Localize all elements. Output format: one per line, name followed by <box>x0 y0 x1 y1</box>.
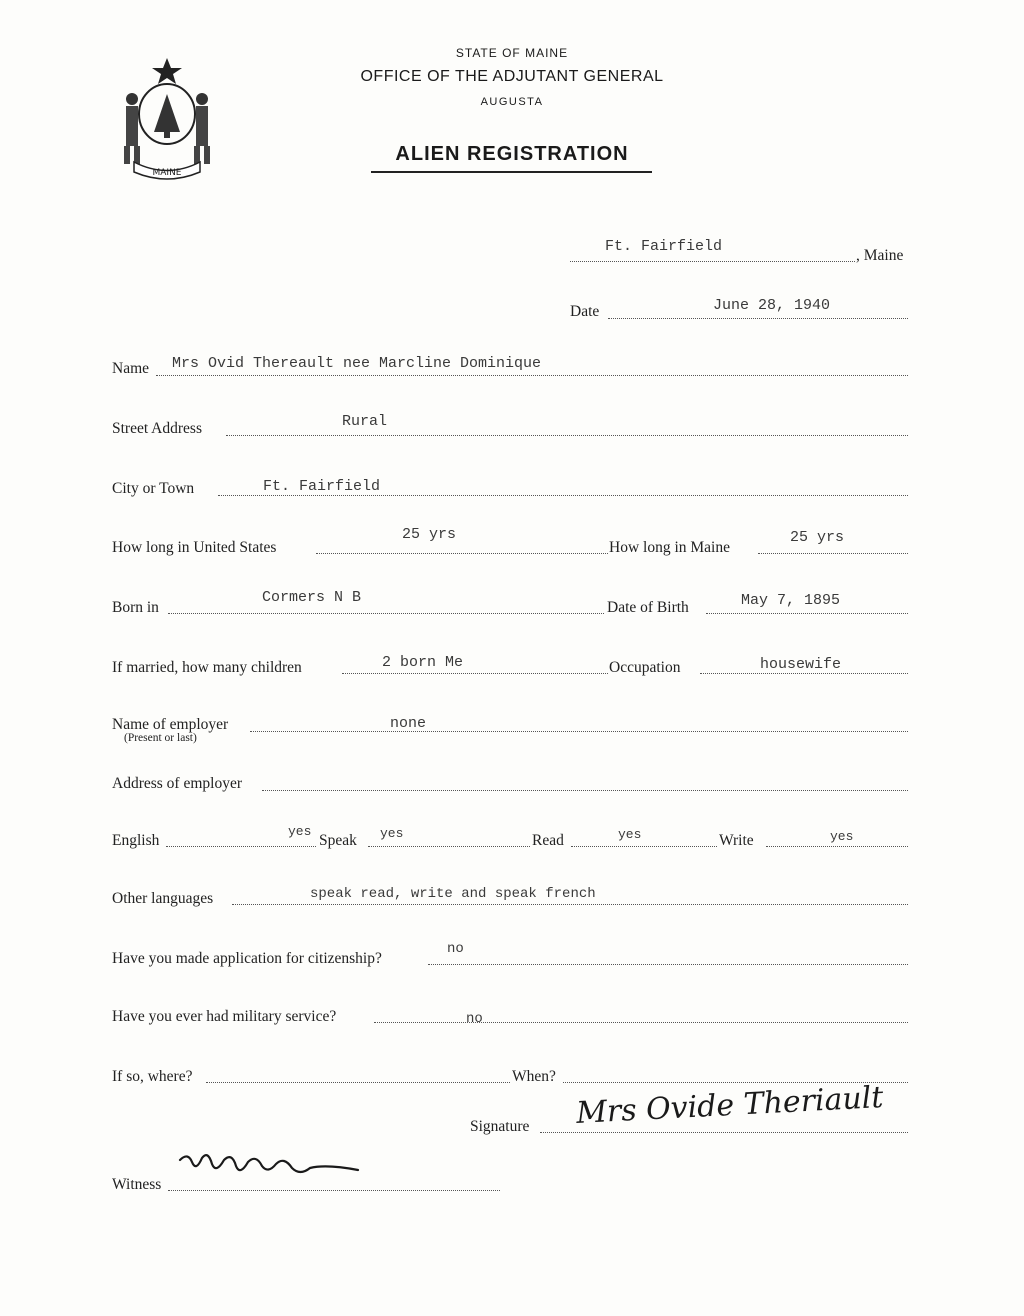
office-heading: OFFICE OF THE ADJUTANT GENERAL <box>360 68 664 85</box>
where-dots <box>206 1082 510 1083</box>
city-dots <box>218 495 908 496</box>
date-dots <box>608 318 908 319</box>
witness-label: Witness <box>112 1176 162 1193</box>
english-label: English <box>112 832 160 849</box>
employer-dots <box>250 731 908 732</box>
maine-years-value: 25 yrs <box>790 529 845 546</box>
place-dots <box>570 261 855 262</box>
city-heading: AUGUSTA <box>480 96 544 108</box>
state-heading: STATE OF MAINE <box>455 46 569 60</box>
employer-value: none <box>390 715 427 732</box>
title-underline <box>371 171 652 173</box>
born-in-dots <box>168 613 604 614</box>
other-languages-dots <box>232 904 908 905</box>
military-dots <box>374 1022 908 1023</box>
speak-label: Speak <box>319 832 357 849</box>
name-dots <box>156 375 908 376</box>
when-label: When? <box>512 1068 556 1085</box>
military-label: Have you ever had military service? <box>112 1008 337 1025</box>
us-years-value: 25 yrs <box>402 526 457 543</box>
speak-value: yes <box>380 826 404 841</box>
citizenship-dots <box>428 964 908 965</box>
name-label: Name <box>112 360 150 377</box>
read-dots <box>571 846 717 847</box>
read-label: Read <box>532 832 564 849</box>
employer-sublabel: (Present or last) <box>124 732 197 744</box>
born-in-label: Born in <box>112 599 159 616</box>
city-value: Ft. Fairfield <box>263 478 381 495</box>
employer-address-label: Address of employer <box>112 775 242 792</box>
dob-value: May 7, 1895 <box>741 592 841 609</box>
dob-label: Date of Birth <box>607 599 689 616</box>
speak-dots <box>368 846 530 847</box>
dob-dots <box>706 613 908 614</box>
english-dots <box>166 846 316 847</box>
write-dots <box>766 846 908 847</box>
other-languages-value: speak read, write and speak french <box>310 886 596 902</box>
born-in-value: Cormers N B <box>262 589 362 606</box>
english-value: yes <box>288 824 312 839</box>
occupation-label: Occupation <box>609 659 681 676</box>
employer-label: Name of employer <box>112 716 229 733</box>
street-label: Street Address <box>112 420 202 437</box>
us-years-label: How long in United States <box>112 539 277 556</box>
us-years-dots <box>316 553 608 554</box>
citizenship-value: no <box>447 941 464 957</box>
read-value: yes <box>618 827 642 842</box>
signature-label: Signature <box>470 1118 530 1135</box>
witness-dots <box>168 1190 500 1191</box>
place-suffix: , Maine <box>856 247 904 264</box>
children-label: If married, how many children <box>112 659 302 676</box>
page-title: ALIEN REGISTRATION <box>395 143 629 165</box>
seal-banner-text: MAINE <box>152 168 182 178</box>
street-dots <box>226 435 908 436</box>
where-label: If so, where? <box>112 1068 193 1085</box>
maine-years-label: How long in Maine <box>609 539 730 556</box>
place-value: Ft. Fairfield <box>605 238 723 255</box>
write-value: yes <box>830 829 854 844</box>
occupation-value: housewife <box>760 656 842 673</box>
children-value: 2 born Me <box>382 654 464 671</box>
occupation-dots <box>700 673 908 674</box>
maine-years-dots <box>758 553 908 554</box>
date-label: Date <box>570 303 600 320</box>
children-dots <box>342 673 608 674</box>
signature-handwriting: Mrs Ovide Theriault <box>575 1079 885 1132</box>
signature-dots <box>540 1132 908 1133</box>
other-languages-label: Other languages <box>112 890 214 907</box>
employer-address-dots <box>262 790 908 791</box>
name-value: Mrs Ovid Thereault nee Marcline Dominique <box>172 355 542 372</box>
military-value: no <box>466 1011 483 1027</box>
write-label: Write <box>719 832 754 849</box>
city-label: City or Town <box>112 480 195 497</box>
citizenship-label: Have you made application for citizenship? <box>112 950 382 967</box>
witness-signature-scribble <box>176 1146 366 1188</box>
street-value: Rural <box>342 413 388 430</box>
date-value: June 28, 1940 <box>713 297 831 314</box>
